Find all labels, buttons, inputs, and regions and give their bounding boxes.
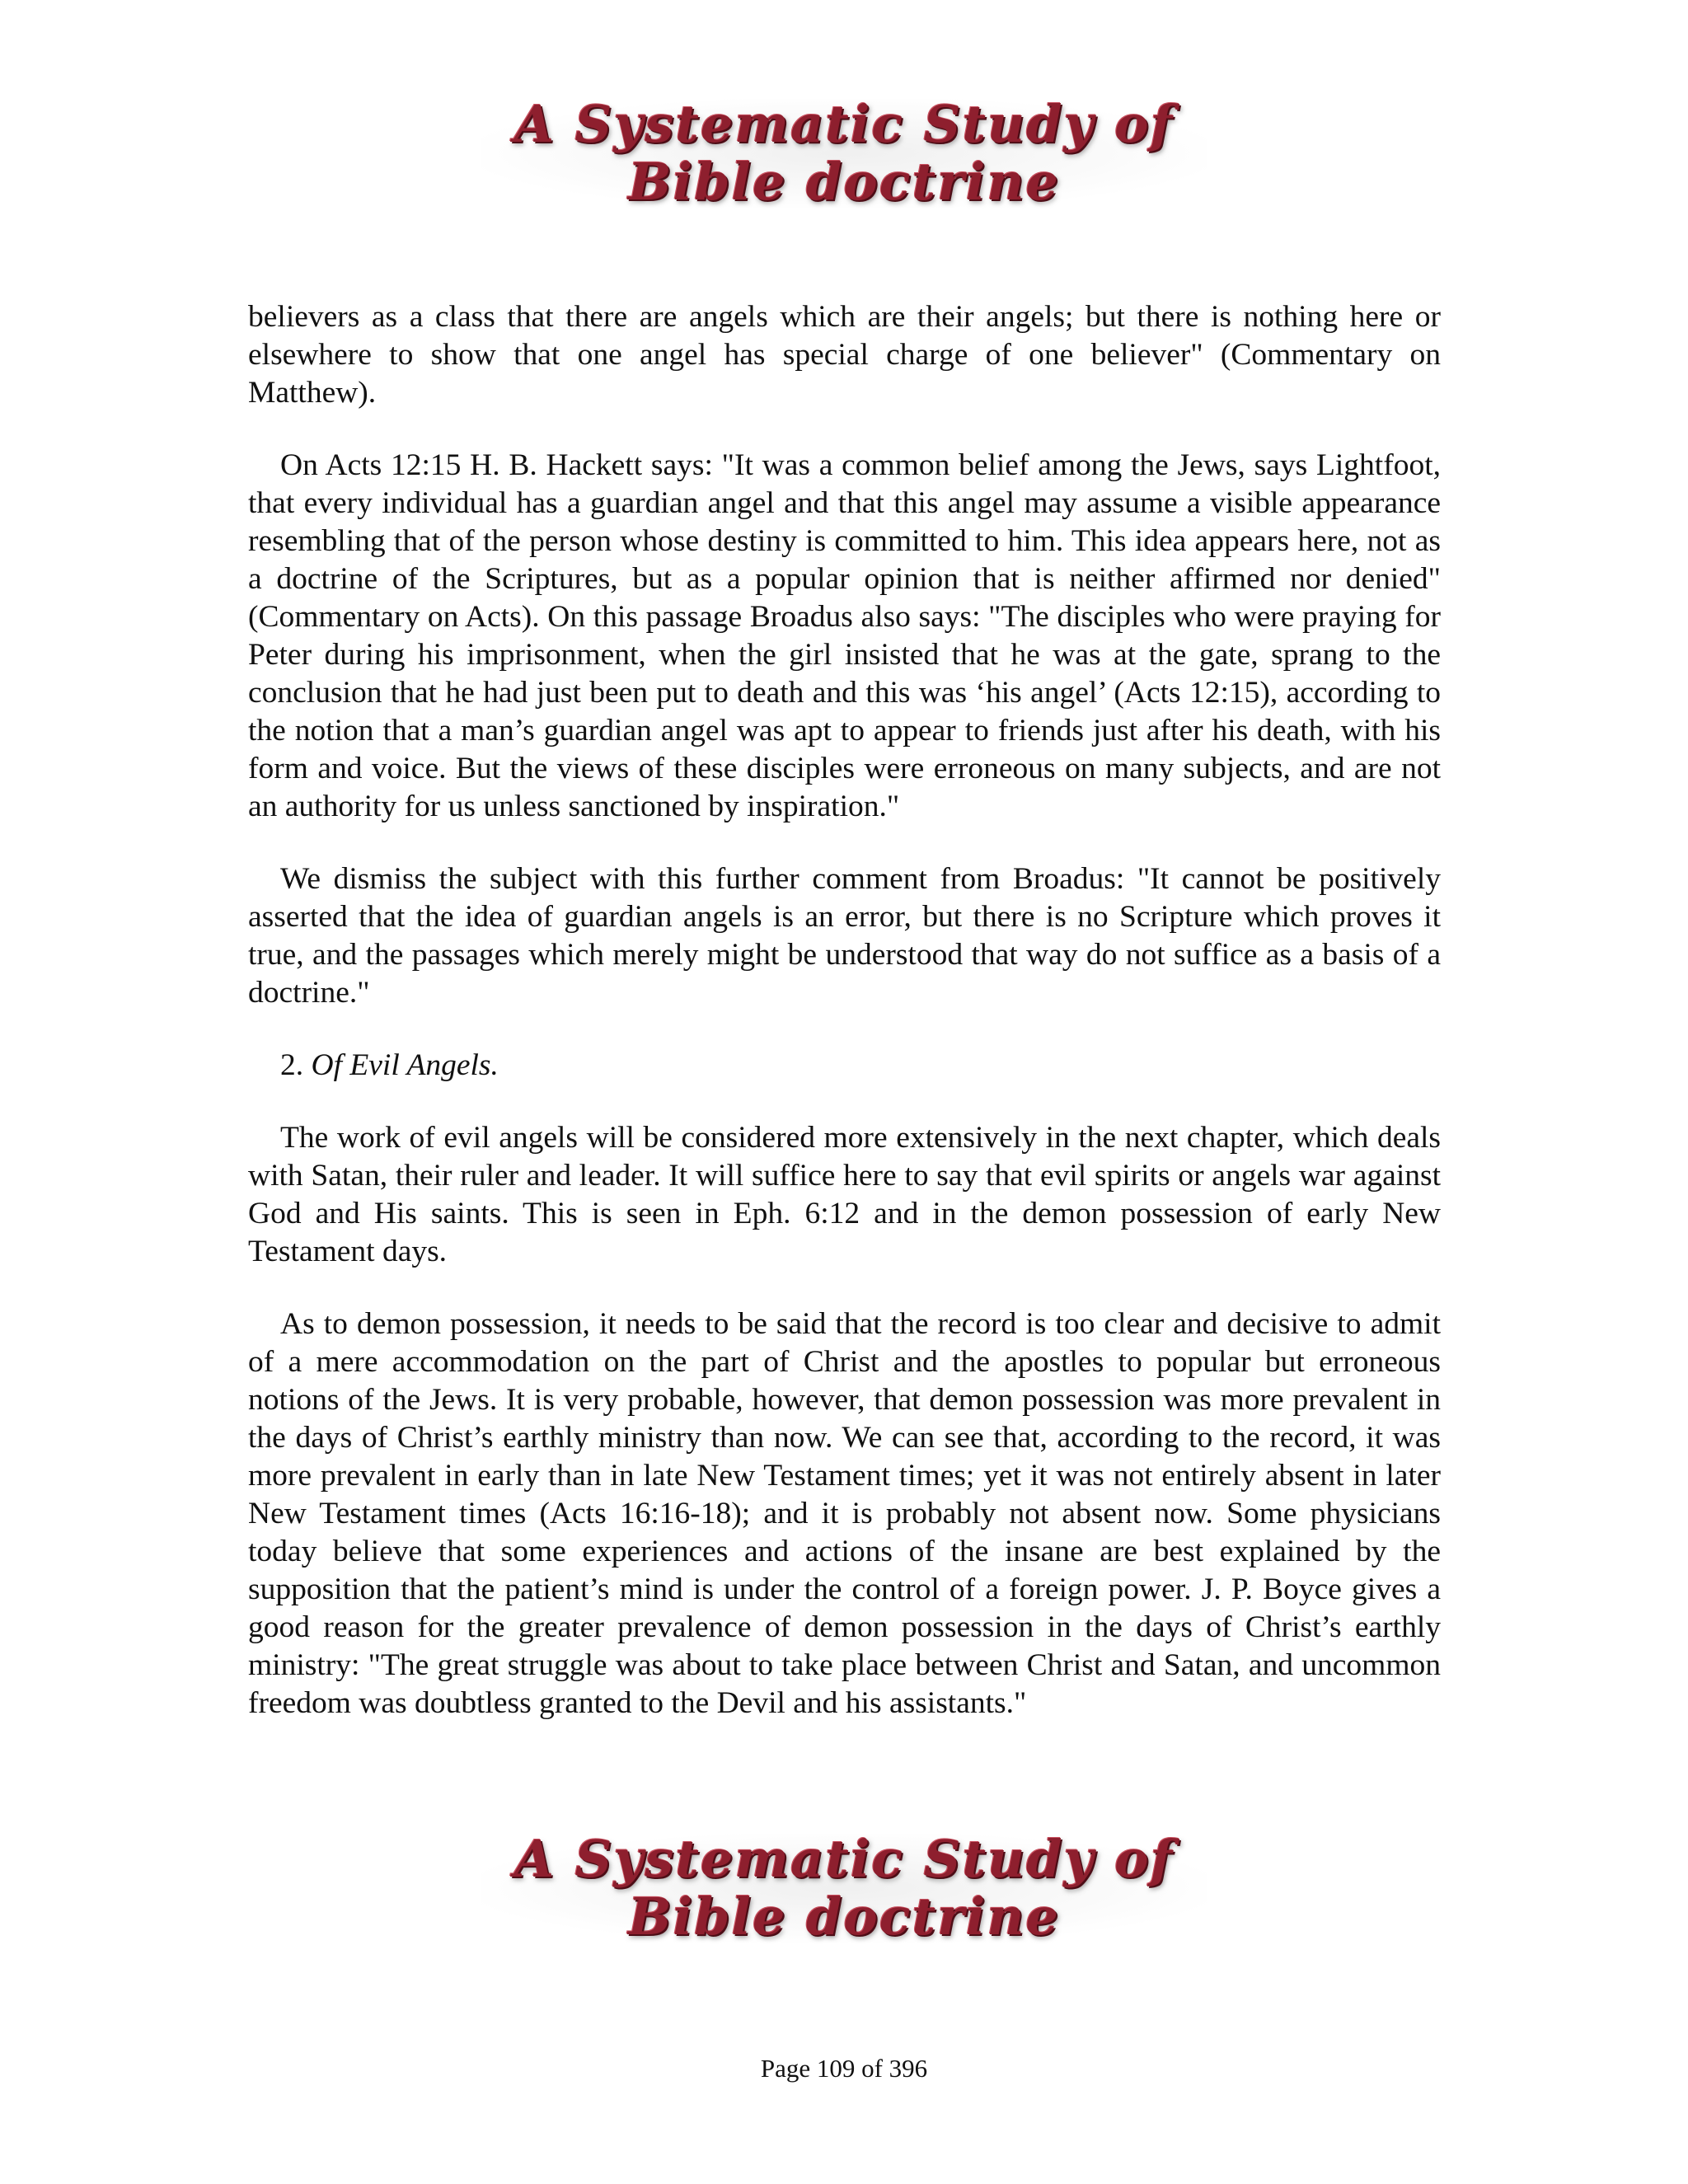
body-text bbox=[248, 298, 1441, 1757]
paragraph-continued: believers as a class that there are angels which are their angels; but there is nothing here or elsewhere to show that one angel has special charge of one believer" (Commentary on Matthew). bbox=[248, 300, 1441, 410]
footer-logo-glow bbox=[481, 1829, 1207, 1947]
footer-logo bbox=[0, 1829, 1688, 1949]
section-heading-title: Of Evil Angels. bbox=[311, 1048, 499, 1082]
paragraph-evil-angels: The work of evil angels will be considered more extensively in the next chapter, which deals with Satan, their ruler and leader. It will suffice here to say that evil spirits or angels war against God and His saints. This is seen in Eph. 6:12 and in the demon possession of early New Testament days. bbox=[248, 1121, 1441, 1268]
paragraph-broadus-dismiss: We dismiss the subject with this further comment from Broadus: "It cannot be positively asserted that the idea of guardian angels is an error, but there is no Scripture which proves it true, and the passages which merely might be understood that way do not suffice as a basis of a doctrine." bbox=[248, 862, 1441, 1010]
header-logo-line1: A Systematic Study of bbox=[513, 94, 1175, 154]
footer-logo-line1: A Systematic Study of bbox=[513, 1829, 1175, 1889]
header-logo-glow bbox=[481, 94, 1207, 212]
header-logo-line2: Bible doctrine bbox=[628, 152, 1060, 212]
paragraph-demon-possession: As to demon possession, it needs to be said that the record is too clear and decisive to admit of a mere accommodation on the part of Christ and the apostles to popular but erroneous notions of the Jews. It is very probable, however, that demon possession was more prevalent in the days of Christ’s earthly ministry than now. We can see that, according to the record, it was more prevalent in early than in late New Testament times; yet it was not entirely absent in later New Testament times (Acts 16:16-18); and it is probably not absent now. Some physicians today believe that some experiences and actions of the insane are best explained by the supposition that the patient’s mind is under the control of a foreign power. J. P. Boyce gives a good reason for the greater prevalence of demon possession in the days of Christ’s earthly ministry: "The great struggle was about to take place between Christ and Satan, and uncommon freedom was doubtless granted to the Devil and his assistants." bbox=[248, 1307, 1441, 1720]
footer-logo-line2: Bible doctrine bbox=[628, 1886, 1060, 1947]
page-number: Page 109 of 396 bbox=[760, 2054, 928, 2083]
header-logo bbox=[0, 94, 1688, 214]
section-heading bbox=[248, 1047, 1441, 1085]
section-heading-number: 2. bbox=[280, 1048, 304, 1082]
paragraph-hackett: On Acts 12:15 H. B. Hackett says: "It was a common belief among the Jews, says Lightfoot, that every individual has a guardian angel and that this angel may assume a visible appearance resembling that of the person whose destiny is committed to him. This idea appears here, not as a doctrine of the Scriptures, but as a popular opinion that is neither affirmed nor denied" (Commentary on Acts). On this passage Broadus also says: "The disciples who were praying for Peter during his imprisonment, when the girl insisted that he was at the gate, sprang to the conclusion that he had just been put to death and this was ‘his angel’ (Acts 12:15), according to the notion that a man’s guardian angel was apt to appear to friends just after his death, with his form and voice. But the views of these disciples were erroneous on many subjects, and are not an authority for us unless sanctioned by inspiration." bbox=[248, 448, 1441, 823]
